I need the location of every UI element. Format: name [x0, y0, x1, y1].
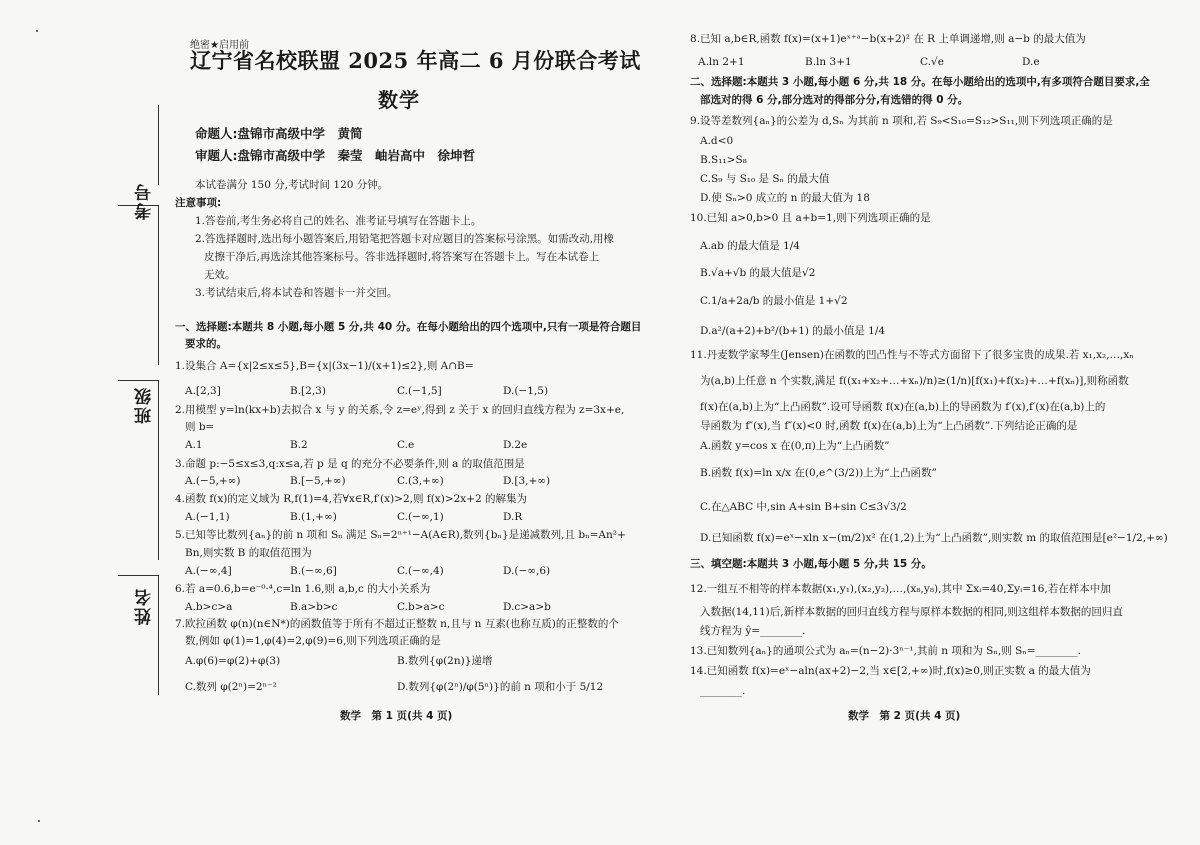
option-c: C.在△ABC 中,sin A+sin B+sin C≤3√3/2 [700, 501, 907, 513]
question-8: 8.已知 a,b∈R,函数 f(x)=(x+1)eˣ⁺ᵃ−b(x+2)² 在 R 上单调递增,则 a−b 的最大值为 [690, 33, 1086, 45]
question-text: 入数据(14,11)后,新样本数据的回归直线方程与原样本数据的相同,则这组样本数据的回归直 [700, 606, 1123, 618]
question-text: f(x)在(a,b)上为“上凸函数”.设可导函数 f(x)在(a,b)上的导函数为 f′(x),f′(x)在(a,b)上的 [700, 401, 1106, 413]
option-d: D.已知函数 f(x)=eˣ−xln x−(m/2)x² 在(1,2)上为“上凸函数”,则实数 m 的取值范围是[e²−1/2,+∞) [700, 532, 1168, 544]
exam-info: 本试卷满分 150 分,考试时间 120 分钟。 [195, 179, 389, 191]
option-d: D.使 Sₙ>0 成立的 n 的最大值为 18 [700, 192, 870, 204]
option-b: B.S₁₁>S₈ [700, 154, 747, 166]
section-heading: 三、填空题:本题共 3 小题,每小题 5 分,共 15 分。 [690, 558, 932, 570]
option-c: C.(3,+∞) [397, 475, 444, 487]
note-line: 皮擦干净后,再选涂其他答案标号。答非选择题时,将答案写在答题卡上。写在本试卷上 [204, 251, 600, 263]
option-c: C.数列 φ(2ⁿ)=2ⁿ⁻² [185, 681, 277, 693]
option-b: B.√a+√b 的最大值是√2 [700, 267, 816, 279]
class-label: 班级 [135, 386, 155, 424]
note-line: 2.答选择题时,选出每小题答案后,用铅笔把答题卡对应题目的答案标号涂黑。如需改动,用橡 [195, 233, 615, 245]
option-d: D.e [1022, 56, 1040, 68]
binding-tick [118, 380, 158, 381]
question-13: 13.已知数列{aₙ}的通项公式为 aₙ=(n−2)·3ⁿ⁻¹,其前 n 项和为 Sₙ,则 Sₙ=________. [690, 645, 1081, 657]
question-text: 线方程为 ŷ=________. [700, 625, 806, 637]
author-line: 命题人:盘锦市高级中学 黄简 [195, 126, 363, 141]
question-10: 10.已知 a>0,b>0 且 a+b=1,则下列选项正确的是 [690, 212, 931, 224]
binding-tick [118, 575, 158, 576]
option-d: D.(−1,5) [503, 385, 549, 397]
option-b: B.函数 f(x)=ln x/x 在(0,e^(3/2))上为“上凸函数” [700, 467, 937, 479]
option-b: B.a>b>c [290, 601, 338, 613]
option-b: B.(−∞,6] [290, 565, 337, 577]
option-c: C.S₉ 与 S₁₀ 是 Sₙ 的最大值 [700, 173, 830, 185]
question-3: 3.命题 p:−5≤x≤3,q:x≤a,若 p 是 q 的充分不必要条件,则 a 的取值范围是 [175, 458, 525, 470]
question-text: 导函数为 f″(x),当 f″(x)<0 时,函数 f(x)在(a,b)上为“上凸函数”.下列结论正确的是 [700, 420, 1078, 432]
note-line: 1.答卷前,考生务必将自己的姓名、准考证号填写在答题卡上。 [195, 215, 482, 227]
scan-speck [36, 30, 38, 32]
option-a: A.函数 y=cos x 在(0,π)上为“上凸函数” [700, 440, 890, 452]
option-c: C.(−1,5] [397, 385, 442, 397]
option-d: D.R [503, 511, 523, 523]
binding-line [158, 575, 159, 695]
question-12: 12.一组互不相等的样本数据(x₁,y₁),(x₂,y₂),…,(x₈,y₈),其中 Σxᵢ=40,Σyᵢ=16,若在样本中加 [690, 583, 1111, 595]
option-b: B.2 [290, 439, 308, 451]
note-line: 3.考试结束后,将本试卷和答题卡一并交回。 [195, 287, 398, 299]
question-text: 则 b= [185, 421, 215, 433]
question-2: 2.用模型 y=ln(kx+b)去拟合 x 与 y 的关系,令 z=eʸ,得到 z 关于 x 的回归直线方程为 z=3x+e, [175, 404, 625, 416]
option-c: C.(−∞,1) [397, 511, 444, 523]
question-1: 1.设集合 A={x|2≤x≤5},B={x|(3x−1)/(x+1)≤2},则 A∩B= [175, 360, 474, 372]
question-14: 14.已知函数 f(x)=eˣ−aln(ax+2)−2,当 x∈[2,+∞)时,f(x)≥0,则正实数 a 的最大值为 [690, 665, 1091, 677]
option-d: D.(−∞,6) [503, 565, 551, 577]
option-b: B.数列{φ(2n)}递增 [397, 655, 493, 667]
question-7: 7.欧拉函数 φ(n)(n∈N*)的函数值等于所有不超过正整数 n,且与 n 互素(也称互质)的正整数的个 [175, 618, 619, 630]
option-d: D.c>a>b [503, 601, 551, 613]
option-d: D.数列{φ(2ⁿ)/φ(5ⁿ)}的前 n 项和小于 5/12 [397, 681, 604, 693]
binding-line [158, 380, 159, 560]
scan-speck [38, 820, 40, 822]
page-footer: 数学 第 2 页(共 4 页) [848, 710, 961, 722]
question-text: Bn,则实数 B 的取值范围为 [185, 547, 312, 559]
reviewer-line: 审题人:盘锦市高级中学 秦莹 岫岩高中 徐坤哲 [195, 148, 475, 163]
note-line: 无效。 [204, 269, 236, 281]
name-label: 姓名 [135, 587, 155, 625]
option-c: C.1/a+2a/b 的最小值是 1+√2 [700, 295, 848, 307]
question-text: 数,例如 φ(1)=1,φ(4)=2,φ(9)=6,则下列选项正确的是 [185, 635, 441, 647]
option-c: C.(−∞,4) [397, 565, 444, 577]
question-9: 9.设等差数列{aₙ}的公差为 d,Sₙ 为其前 n 项和,若 S₉<S₁₀=S₁₂>S₁₁,则下列选项正确的是 [690, 115, 1113, 127]
option-a: A.d<0 [700, 135, 734, 147]
section-heading: 部选对的得 6 分,部分选对的得部分分,有选错的得 0 分。 [700, 94, 969, 106]
question-text: ________. [700, 685, 746, 697]
section-heading: 要求的。 [185, 338, 227, 350]
exam-title: 辽宁省名校联盟 2025 年高二 6 月份联合考试 [190, 48, 641, 73]
exam-page-2 [600, 0, 1200, 845]
option-b: B.[2,3) [290, 385, 326, 397]
question-5: 5.已知等比数列{aₙ}的前 n 项和 Sₙ 满足 Sₙ=2ⁿ⁺¹−A(A∈R),数列{bₙ}是递减数列,且 bₙ=An²+ [175, 529, 626, 541]
section-heading: 一、选择题:本题共 8 小题,每小题 5 分,共 40 分。在每小题给出的四个选项中,只有一项是符合题目 [175, 321, 642, 333]
subject-title: 数学 [378, 88, 420, 112]
option-a: A.(−5,+∞) [185, 475, 241, 487]
option-a: A.(−∞,4] [185, 565, 232, 577]
option-d: D.a²/(a+2)+b²/(b+1) 的最小值是 1/4 [700, 325, 886, 337]
binding-line [158, 205, 159, 365]
option-a: A.(−1,1) [185, 511, 230, 523]
option-d: D.2e [503, 439, 528, 451]
option-c: C.b>a>c [397, 601, 445, 613]
question-11: 11.丹麦数学家琴生(Jensen)在函数的凹凸性与不等式方面留下了很多宝贵的成果.若 x₁,x₂,…,xₙ [690, 349, 1134, 361]
option-b: B.ln 3+1 [805, 56, 852, 68]
binding-line [158, 105, 159, 185]
page-footer: 数学 第 1 页(共 4 页) [340, 710, 453, 722]
question-text: 为(a,b)上任意 n 个实数,满足 f((x₁+x₂+…+xₙ)/n)≥(1/n)[f(x₁)+f(x₂)+…+f(xₙ)],则称函数 [700, 375, 1129, 387]
option-a: A.ln 2+1 [698, 56, 745, 68]
option-b: B.[−5,+∞) [290, 475, 346, 487]
option-d: D.[3,+∞) [503, 475, 551, 487]
question-4: 4.函数 f(x)的定义域为 R,f(1)=4,若∀x∈R,f′(x)>2,则 f(x)>2x+2 的解集为 [175, 493, 528, 505]
option-c: C.√e [920, 56, 944, 68]
option-a: A.1 [185, 439, 203, 451]
notes-title: 注意事项: [175, 197, 222, 209]
option-c: C.e [397, 439, 415, 451]
question-6: 6.若 a=0.6,b=e⁻⁰·⁴,c=ln 1.6,则 a,b,c 的大小关系为 [175, 583, 431, 595]
option-a: A.φ(6)=φ(2)+φ(3) [185, 655, 281, 667]
exam-number-label: 考号 [135, 182, 155, 220]
secret-mark: 绝密★启用前 [190, 40, 249, 51]
option-b: B.(1,+∞) [290, 511, 337, 523]
option-a: A.b>c>a [185, 601, 233, 613]
option-a: A.ab 的最大值是 1/4 [700, 240, 800, 252]
option-a: A.[2,3] [185, 385, 221, 397]
section-heading: 二、选择题:本题共 3 小题,每小题 6 分,共 18 分。在每小题给出的选项中,有多项符合题目要求,全 [690, 76, 1150, 88]
